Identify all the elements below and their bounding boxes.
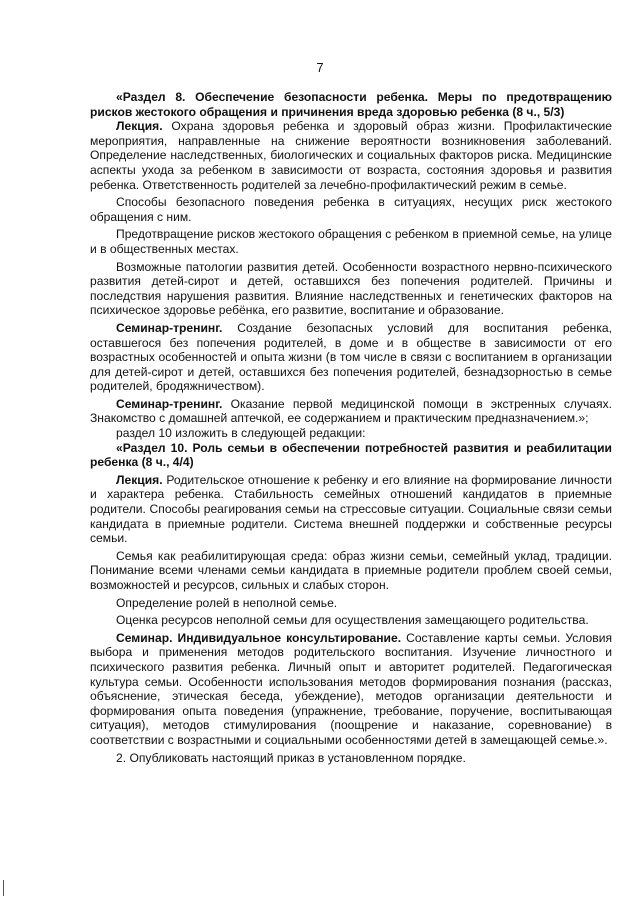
section-10-heading bbox=[90, 441, 612, 470]
paragraph-bold: Лекция. bbox=[116, 472, 163, 487]
paragraph bbox=[90, 613, 612, 628]
paragraph bbox=[90, 260, 612, 318]
paragraph-text: Способы безопасного поведения ребенка в ситуациях, несущих риск жестокого обращения с ним. bbox=[90, 195, 612, 224]
paragraph-bold: Семинар. Индивидуальное консультирование. bbox=[116, 630, 402, 645]
paragraph-text: Семья как реабилитирующая среда: образ жизни семьи, семейный уклад, традиции. Понимание всеми членами семьи кандидата в приемные родители проблем своей семьи, возможностей и ресурсов, сильных и слабых сторон. bbox=[90, 548, 612, 592]
paragraph-text: Родительское отношение к ребенку и его влияние на формирование личности и характера ребенка. Стабильность семейных отношений кандидатов в приемные родители. Способы реагирования семьи на стрессовые ситуации. Социальные связи семьи кандидата в приемные родители. Система внешней поддержки и собственные ресурсы семьи. bbox=[90, 472, 612, 546]
closing-paragraph bbox=[90, 751, 612, 766]
paragraph-text: Создание безопасных условий для воспитания ребенка, оставшегося без попечения родителей, в доме и в обществе в зависимости от его возрастных особенностей и опыта жизни (в том числе в связи с воспитанием в организации для детей-сирот и детей, оставшихся без попечения родителей, безнадзорностью в семье родителей, бродяжничеством). bbox=[90, 320, 612, 394]
scan-edge-mark bbox=[3, 880, 4, 896]
section-8-lecture bbox=[90, 119, 612, 192]
paragraph bbox=[90, 549, 612, 593]
paragraph-text: Составление карты семьи. Условия выбора и применения методов родительского воспитания. Изучение личностного и психического развития ребенка. Личный опыт и авторитет родителей. Педагогическая культура семьи. Особенности использования методов формирования познания (рассказ, объяснение, этическая беседа, убеждение), методов организации деятельности и формирования опыта поведения (упражнение, требование, поручение, воспитывающая ситуация), методов стимулирования (поощрение и наказание, соревнование) в соответствии с возрастными и социальными особенностями детей в замещающей семье.». bbox=[90, 630, 612, 747]
paragraph bbox=[90, 227, 612, 256]
paragraph-bold: Лекция. bbox=[116, 119, 163, 134]
paragraph-bold: «Раздел 10. Роль семьи в обеспечении потребностей развития и реабилитации ребенка (8 ч., 4/4) bbox=[90, 440, 612, 470]
seminar-training-paragraph bbox=[90, 321, 612, 394]
seminar-consulting-paragraph bbox=[90, 631, 612, 748]
paragraph-text: 2. Опубликовать настоящий приказ в установленном порядке. bbox=[116, 750, 466, 765]
paragraph-bold: «Раздел 8. Обеспечение безопасности ребенка. Меры по предотвращению рисков жестокого обращения и причинения вреда здоровью ребенка (8 ч., 5/3) bbox=[90, 90, 612, 119]
paragraph-bold: Семинар-тренинг. bbox=[116, 320, 223, 335]
paragraph bbox=[90, 195, 612, 224]
section-8-heading bbox=[90, 90, 612, 119]
paragraph-text: Определение ролей в неполной семье. bbox=[116, 595, 338, 610]
paragraph bbox=[90, 426, 612, 441]
paragraph-text: Охрана здоровья ребенка и здоровый образ жизни. Профилактические мероприятия, направленные на снижение вероятности возникновения заболеваний. Определение наследственных, биологических и социальных факторов риска. Медицинские аспекты ухода за ребенком в зависимости от возраста, состояния здоровья и развития ребенка. Ответственность родителей за лечебно-профилактический режим в семье. bbox=[90, 119, 612, 192]
section-10-lecture bbox=[90, 473, 612, 546]
document-body bbox=[90, 90, 612, 765]
paragraph-text: раздел 10 изложить в следующей редакции: bbox=[116, 426, 366, 441]
seminar-training-paragraph bbox=[90, 397, 612, 426]
paragraph-text: Возможные патологии развития детей. Особенности возрастного нервно-психического развития детей-сирот и детей, оставшихся без попечения родителей. Причины и последствия нарушения развития. Влияние наследственных и генетических факторов на психическое здоровье ребёнка, его развитие, воспитание и образование. bbox=[90, 259, 612, 318]
paragraph-text: Оказание первой медицинской помощи в экстренных случаях. Знакомство с домашней аптечкой, ее содержанием и практическим предназначением.»; bbox=[90, 396, 612, 426]
paragraph-text: Оценка ресурсов неполной семьи для осуществления замещающего родительства. bbox=[116, 613, 589, 628]
page-number: 7 bbox=[316, 60, 324, 75]
paragraph bbox=[90, 596, 612, 611]
paragraph-text: Предотвращение рисков жестокого обращения с ребенком в приемной семье, на улице и в общественных местах. bbox=[90, 227, 612, 256]
paragraph-bold: Семинар-тренинг. bbox=[116, 396, 223, 411]
